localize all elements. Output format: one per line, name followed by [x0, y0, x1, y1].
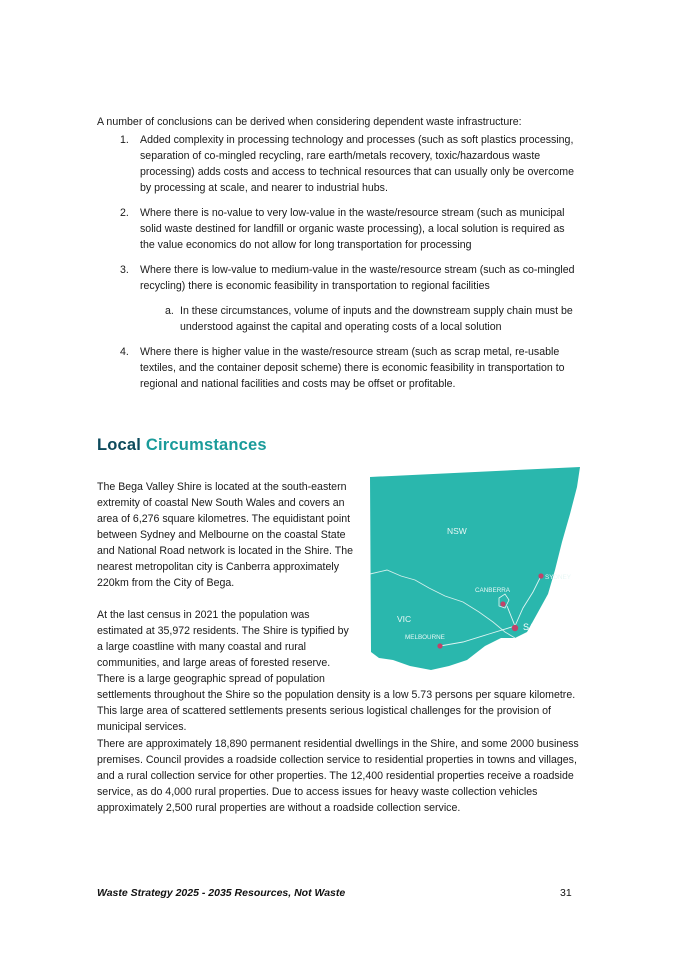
list-number: 2. — [120, 207, 129, 219]
canberra-marker — [500, 601, 505, 606]
list-item — [120, 132, 578, 196]
region-map — [365, 462, 585, 672]
paragraph-population-start: At the last census in 2021 the population was estimated at 35,972 residents. The Shire is typified by a large coastline with many coastal and rural communities, and large areas of forested reserve. There is a large geographic spread of population — [97, 609, 349, 685]
list-number: 3. — [120, 264, 129, 276]
paragraph-dwellings: There are approximately 18,890 permanent residential dwellings in the Shire, and some 2000 business premises. Council provides a roadside collection service to residential properties in towns and villages, and a rural collection service for other properties. The 12,400 residential properties receive a roadside service, as do 4,000 rural properties. Due to access issues for heavy waste collection vehicles approximately 2,500 rural properties are without a roadside collection service. — [97, 738, 579, 814]
paragraph-population-end: settlements throughout the Shire so the population density is a low 5.73 persons per square kilometre. This large area of scattered settlements presents serious logistical challenges for the provision of municipal services. — [97, 689, 576, 733]
list-number: 1. — [120, 134, 129, 146]
list-item-text: Where there is higher value in the waste/resource stream (such as scrap metal, re-usable textiles, and the container deposit scheme) there is economic feasibility in transportation to regional and national facilities and costs may be offset or profitable. — [140, 346, 565, 390]
label-sydney: SYDNEY — [545, 574, 571, 581]
sapphire-coast-marker — [512, 625, 518, 631]
list-item — [120, 205, 578, 253]
section-heading-part1: Local — [97, 436, 142, 454]
label-vic: VIC — [397, 614, 412, 624]
list-item — [120, 344, 578, 392]
sub-list-item — [165, 303, 578, 335]
list-item-text: Where there is low-value to medium-value in the waste/resource stream (such as co-mingled recycling) there is economic feasibility in transportation to regional facilities — [140, 264, 575, 292]
intro-sentence: A number of conclusions can be derived when considering dependent waste infrastructure: — [97, 116, 522, 128]
label-sapphire: SAPPHIRE — [523, 622, 569, 632]
list-number: 4. — [120, 346, 129, 358]
section-heading-part2: Circumstances — [145, 436, 267, 454]
list-item-text: Added complexity in processing technology and processes (such as soft plastics processing, separation of co-mingled recycling, rare earth/metals recovery, toxic/hazardous waste processing) adds costs and access to technical resources that can usually only be overcome by processing at scale, and nearer to industrial hubs. — [140, 134, 574, 194]
sub-list-letter: a. — [165, 305, 174, 317]
label-coast: COAST — [523, 634, 555, 644]
section-heading — [97, 436, 267, 455]
list-item — [120, 262, 578, 335]
footer-document-title: Waste Strategy 2025 - 2035 Resources, Not Waste — [97, 887, 346, 899]
list-item-text: Where there is no-value to very low-value in the waste/resource stream (such as municipal solid waste destined for landfill or organic waste processing), a local solution is required as the value economics do not allow for long transportation for processing — [140, 207, 565, 251]
label-nsw: NSW — [447, 526, 467, 536]
label-canberra: CANBERRA — [475, 587, 510, 594]
sub-list-item-text: In these circumstances, volume of inputs and the downstream supply chain must be understood against the capital and operating costs of a local solution — [180, 305, 573, 333]
paragraph-location: The Bega Valley Shire is located at the south-eastern extremity of coastal New South Wales and covers an area of 6,276 square kilometres. The equidistant point between Sydney and Melbourne on the coastal State and National Road network is located in the Shire. The nearest metropolitan city is Canberra approximately 220km from the City of Bega. — [97, 481, 353, 589]
conclusions-list — [120, 132, 578, 401]
sub-list — [165, 303, 578, 335]
melbourne-marker — [437, 643, 442, 648]
page-number: 31 — [560, 887, 572, 899]
sydney-marker — [538, 573, 543, 578]
label-melbourne: MELBOURNE — [405, 634, 445, 641]
